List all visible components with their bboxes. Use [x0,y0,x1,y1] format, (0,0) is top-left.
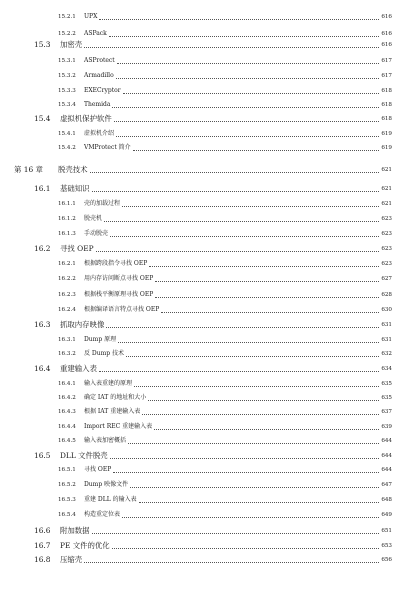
toc-entry-number: 15.4.1 [58,131,76,137]
toc-page-number: 617 [381,73,392,79]
toc-page-number: 621 [381,186,392,192]
toc-entry-title: PE 文件的优化 [60,541,110,550]
toc-page-number: 648 [381,497,392,503]
toc-entry-title: 重建输入表 [60,364,97,373]
toc-page-number: 644 [381,453,392,459]
toc-entry-number: 16.2.1 [58,261,76,267]
toc-dot-leader [99,371,379,372]
toc-page-number: 644 [381,438,392,444]
toc-entry-title: EXECryptor [84,87,121,94]
toc-subsection-row [0,377,420,391]
toc-entry-number: 16.8 [34,555,51,564]
toc-subsection-row [0,257,420,271]
toc-page-number: 632 [381,351,392,357]
toc-dot-leader [122,517,379,518]
toc-subsection-row [0,405,420,419]
toc-page-number: 634 [381,366,392,372]
toc-page-number: 619 [381,131,392,137]
toc-entry-number: 16.1 [34,184,51,193]
toc-page-number: 623 [381,246,392,252]
toc-page-number: 619 [381,145,392,151]
toc-dot-leader [155,297,379,298]
toc-dot-leader [130,487,379,488]
toc-chapter-row [0,163,420,177]
toc-page-number: 618 [381,116,392,122]
toc-dot-leader [112,548,379,549]
toc-page-number: 649 [381,512,392,518]
toc-page-number: 616 [381,14,392,20]
toc-entry-number: 16.5.2 [58,482,76,488]
toc-entry-title: Armadillo [84,72,114,79]
toc-dot-leader [106,327,379,328]
toc-entry-title: 输入表重建的原理 [84,380,133,387]
toc-entry-title: 重建 DLL 的输入表 [84,496,137,503]
toc-dot-leader [118,342,379,343]
toc-entry-number: 16.2.3 [58,292,76,298]
toc-entry-title: Dump 映像文件 [84,481,129,488]
toc-dot-leader [133,150,379,151]
toc-entry-number: 16.4.1 [58,381,76,387]
toc-page-number: 651 [381,528,392,534]
toc-dot-leader [116,78,379,79]
toc-page-number: 616 [381,31,392,37]
toc-dot-leader [109,36,379,37]
toc-subsection-row [0,141,420,155]
toc-entry-title: 反 Dump 技术 [84,350,125,357]
toc-page-number: 647 [381,482,392,488]
toc-entry-title: 加密壳 [60,40,83,49]
toc-dot-leader [84,562,379,563]
toc-subsection-row [0,434,420,448]
toc-entry-number: 15.2.1 [58,14,76,20]
toc-page-number: 631 [381,337,392,343]
toc-entry-title: Themida [84,101,111,108]
toc-entry-title: Import REC 重建输入表 [84,423,153,430]
toc-page-number: 627 [381,276,392,282]
toc-subsection-row [0,227,420,241]
toc-entry-title: 确定 IAT 的地址和大小 [84,394,147,401]
toc-dot-leader [104,221,379,222]
toc-page-number: 618 [381,102,392,108]
toc-page-number: 635 [381,395,392,401]
toc-dot-leader [113,472,379,473]
toc-entry-title: 构造重定位表 [84,511,121,518]
toc-entry-title: 根据 IAT 重建输入表 [84,408,141,415]
toc-subsection-row [0,212,420,226]
toc-entry-number: 16.5 [34,451,51,460]
toc-entry-title: 附加数据 [60,526,90,535]
toc-page-number: 616 [381,42,392,48]
toc-dot-leader [114,121,379,122]
toc-dot-leader [148,400,379,401]
toc-page-number: 623 [381,261,392,267]
toc-page-number: 639 [381,424,392,430]
toc-page-number: 628 [381,292,392,298]
toc-page-number: 623 [381,216,392,222]
toc-subsection-row [0,391,420,405]
toc-dot-leader [149,266,379,267]
toc-page-number: 617 [381,58,392,64]
toc-section-row [0,242,420,256]
toc-page-number: 635 [381,381,392,387]
toc-entry-title: 手动脱壳 [84,230,109,237]
toc-entry-number: 15.4 [34,114,51,123]
toc-entry-number: 16.4.3 [58,409,76,415]
toc-entry-number: 第 16 章 [14,165,43,174]
toc-page-number: 618 [381,88,392,94]
toc-entry-title: 抓取内存映像 [60,320,105,329]
toc-page-number: 621 [381,201,392,207]
toc-entry-title: 基础知识 [60,184,90,193]
toc-entry-number: 16.1.1 [58,201,76,207]
toc-entry-number: 16.5.1 [58,467,76,473]
toc-subsection-row [0,333,420,347]
toc-dot-leader [134,386,379,387]
toc-dot-leader [128,443,379,444]
toc-page-number: 644 [381,467,392,473]
toc-entry-title: 用内存访问断点寻找 OEP [84,275,154,282]
toc-entry-number: 15.3.2 [58,73,76,79]
toc-entry-number: 16.3 [34,320,51,329]
toc-section-row [0,553,420,567]
toc-page-number: 631 [381,322,392,328]
toc-subsection-row [0,272,420,286]
toc-subsection-row [0,347,420,361]
toc-entry-title: ASProtect [84,57,115,64]
toc-entry-title: Dump 原理 [84,336,117,343]
toc-entry-number: 16.1.2 [58,216,76,222]
toc-subsection-row [0,288,420,302]
toc-page-number: 637 [381,409,392,415]
toc-entry-number: 16.4.2 [58,395,76,401]
toc-section-row [0,524,420,538]
toc-page-number: 623 [381,231,392,237]
toc-section-row [0,112,420,126]
toc-section-row [0,539,420,553]
toc-entry-title: 根据编译语言特点寻找 OEP [84,306,160,313]
toc-entry-number: 15.3.3 [58,88,76,94]
toc-entry-title: VMProtect 简介 [84,144,131,151]
toc-section-row [0,38,420,52]
toc-entry-title: ASPack [84,30,107,37]
toc-entry-title: 脱壳机 [84,215,103,222]
toc-subsection-row [0,478,420,492]
toc-dot-leader [110,458,379,459]
toc-entry-number: 16.2.2 [58,276,76,282]
toc-dot-leader [90,172,379,173]
toc-dot-leader [96,251,379,252]
toc-entry-number: 16.1.3 [58,231,76,237]
toc-subsection-row [0,197,420,211]
toc-entry-title: 寻找 OEP [84,466,112,473]
toc-entry-title: 虚拟机介绍 [84,130,115,137]
toc-entry-number: 16.7 [34,541,51,550]
toc-section-row [0,362,420,376]
toc-entry-title: 压缩壳 [60,555,83,564]
toc-entry-number: 15.2.2 [58,31,76,37]
toc-dot-leader [154,429,379,430]
toc-page-number: 656 [381,557,392,563]
toc-entry-number: 16.5.4 [58,512,76,518]
toc-subsection-row [0,420,420,434]
toc-subsection-row [0,10,420,24]
toc-subsection-row [0,84,420,98]
toc-dot-leader [139,502,379,503]
toc-section-row [0,449,420,463]
toc-subsection-row [0,463,420,477]
toc-entry-title: DLL 文件脱壳 [60,451,108,460]
toc-dot-leader [92,533,379,534]
toc-entry-number: 16.6 [34,526,51,535]
toc-dot-leader [110,236,379,237]
toc-entry-title: 根据跨段指令寻找 OEP [84,260,148,267]
toc-entry-number: 16.4 [34,364,51,373]
toc-dot-leader [123,93,379,94]
toc-section-row [0,182,420,196]
toc-subsection-row [0,493,420,507]
toc-entry-number: 16.2.4 [58,307,76,313]
toc-dot-leader [117,63,379,64]
toc-entry-number: 16.4.5 [58,438,76,444]
toc-entry-title: UPX [84,13,98,20]
toc-dot-leader [112,107,379,108]
toc-dot-leader [161,312,379,313]
toc-dot-leader [126,356,379,357]
toc-dot-leader [84,47,379,48]
toc-dot-leader [99,19,379,20]
toc-entry-number: 16.4.4 [58,424,76,430]
toc-subsection-row [0,98,420,112]
toc-subsection-row [0,69,420,83]
toc-page-number: 621 [381,167,392,173]
toc-entry-title: 脱壳技术 [58,165,88,174]
toc-entry-number: 16.3.1 [58,337,76,343]
toc-subsection-row [0,303,420,317]
toc-entry-number: 15.3 [34,40,51,49]
toc-subsection-row [0,54,420,68]
toc-dot-leader [92,191,379,192]
toc-entry-number: 15.3.1 [58,58,76,64]
toc-entry-title: 虚拟机保护软件 [60,114,112,123]
toc-entry-number: 16.3.2 [58,351,76,357]
toc-subsection-row [0,508,420,522]
toc-dot-leader [116,136,379,137]
toc-entry-number: 15.4.2 [58,145,76,151]
toc-entry-title: 根据栈平衡原理寻找 OEP [84,291,154,298]
toc-subsection-row [0,127,420,141]
toc-dot-leader [155,281,379,282]
toc-entry-number: 16.5.3 [58,497,76,503]
toc-entry-title: 壳的加载过程 [84,200,121,207]
toc-entry-number: 15.3.4 [58,102,76,108]
toc-section-row [0,318,420,332]
toc-dot-leader [142,414,379,415]
toc-page-number: 653 [381,543,392,549]
toc-entry-title: 寻找 OEP [60,244,94,253]
toc-page-number: 630 [381,307,392,313]
toc-entry-title: 输入表加密概括 [84,437,127,444]
toc-dot-leader [122,206,379,207]
toc-entry-number: 16.2 [34,244,51,253]
